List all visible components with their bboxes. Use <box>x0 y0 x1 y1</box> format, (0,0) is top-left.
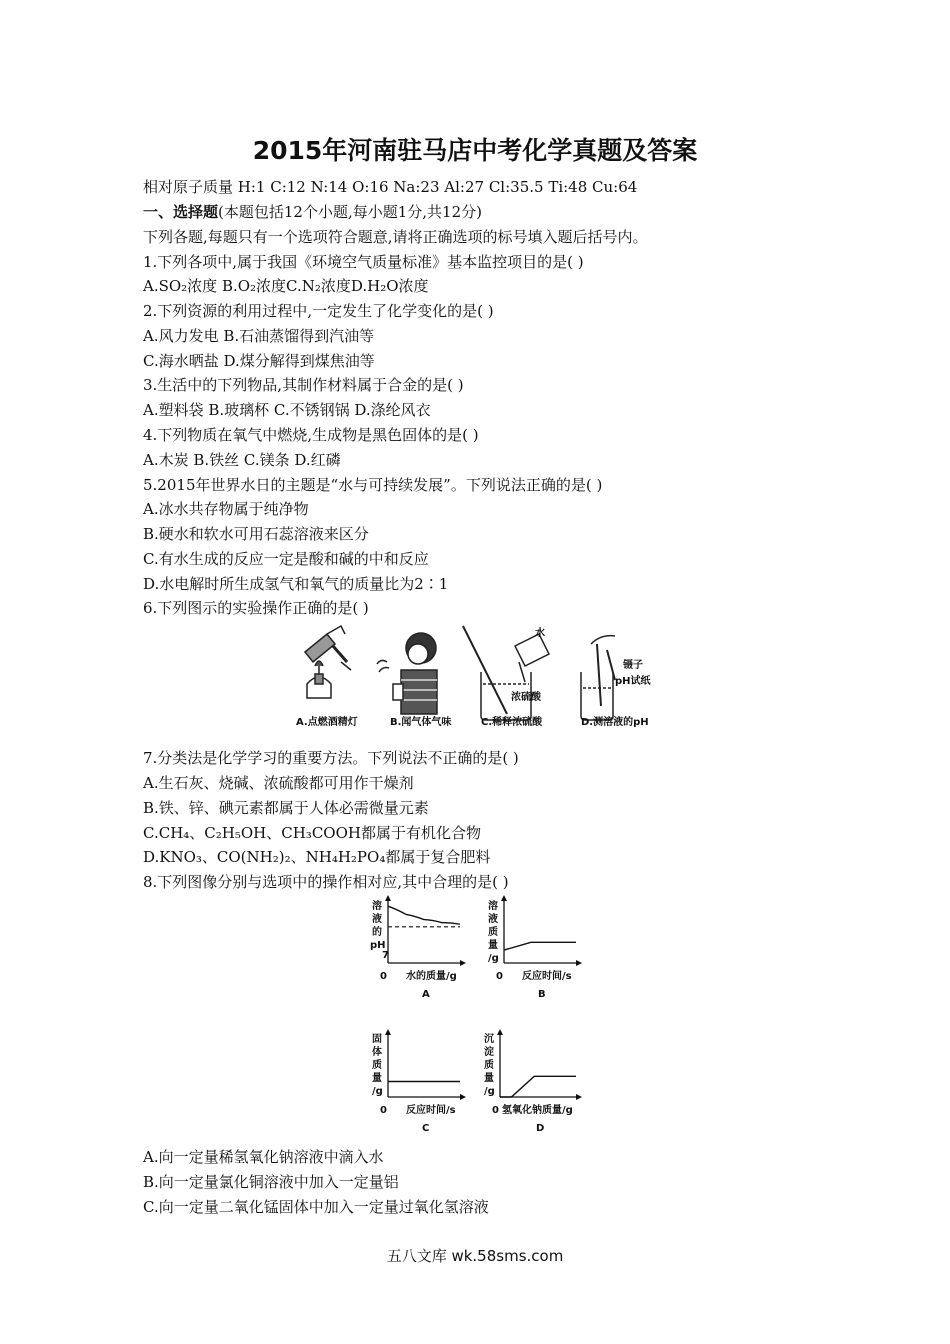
graph-c-xlabel: 反应时间/s <box>406 1105 456 1116</box>
graph-c-x-arrow <box>460 1094 466 1100</box>
q6-caption-a: A.点燃酒精灯 <box>296 717 358 728</box>
graph-b-ylabel-3: 质 <box>488 927 498 938</box>
graph-a-ylabel-2: 液 <box>372 914 382 925</box>
q6-caption-c: C.稀释浓硫酸 <box>481 717 543 728</box>
q7-option-b: B.铁、锌、碘元素都属于人体必需微量元素 <box>143 799 429 817</box>
q2-options-2: C.海水晒盐 D.煤分解得到煤焦油等 <box>143 352 375 370</box>
q5-option-c: C.有水生成的反应一定是酸和碱的中和反应 <box>143 550 429 568</box>
graph-a-y-arrow <box>385 895 391 901</box>
q3-stem: 3.生活中的下列物品,其制作材料属于合金的是( ) <box>143 376 464 394</box>
label-tweezers: 镊子 <box>623 660 643 671</box>
graph-c-ylabel-1: 固 <box>372 1034 382 1045</box>
q8-graphs <box>360 895 600 1135</box>
graph-b-xlabel: 反应时间/s <box>522 971 572 982</box>
q5-stem: 5.2015年世界水日的主题是“水与可持续发展”。下列说法正确的是( ) <box>143 476 603 494</box>
graph-b-series-line <box>504 942 576 950</box>
graph-c-ylabel-2: 体 <box>372 1047 382 1058</box>
graph-b-origin: 0 <box>496 971 503 982</box>
graph-b-y-arrow <box>501 895 507 901</box>
q2-options-1: A.风力发电 B.石油蒸馏得到汽油等 <box>143 327 375 345</box>
graph-d-ylabel-1: 沉 <box>484 1034 494 1045</box>
graph-a-ref-label: 7 <box>382 950 389 961</box>
q6-caption-b: B.闻气体气味 <box>390 717 452 728</box>
section-note: (本题包括12个小题,每小题1分,共12分) <box>218 203 482 221</box>
graph-c-ylabel-4: 量 <box>372 1073 382 1084</box>
q5-option-a: A.冰水共存物属于纯净物 <box>143 500 309 518</box>
q5-option-b: B.硬水和软水可用石蕊溶液来区分 <box>143 525 369 543</box>
graph-d-series-line <box>500 1076 576 1097</box>
q8-option-a: A.向一定量稀氢氧化钠溶液中滴入水 <box>143 1148 384 1166</box>
graph-d-title: D <box>536 1123 545 1134</box>
q6-caption-d: D.测溶液的pH <box>581 717 649 728</box>
q6-stem: 6.下列图示的实验操作正确的是( ) <box>143 599 369 617</box>
q8-option-b: B.向一定量氯化铜溶液中加入一定量铝 <box>143 1173 399 1191</box>
q3-options: A.塑料袋 B.玻璃杯 C.不锈钢锅 D.涤纶风衣 <box>143 401 431 419</box>
graph-c-ylabel-3: 质 <box>372 1060 382 1071</box>
graph-b-ylabel-4: 量 <box>488 940 498 951</box>
page-title: 2015年河南驻马店中考化学真题及答案 <box>252 136 698 165</box>
label-water: 水 <box>535 628 545 639</box>
graph-b <box>488 895 582 1000</box>
q2-stem: 2.下列资源的利用过程中,一定发生了化学变化的是( ) <box>143 302 494 320</box>
q1-options: A.SO₂浓度 B.O₂浓度C.N₂浓度D.H₂O浓度 <box>143 277 429 295</box>
graph-a-origin: 0 <box>380 971 387 982</box>
alcohol-lamp-illustration <box>305 626 351 698</box>
q7-option-a: A.生石灰、烧碱、浓硫酸都可用作干燥剂 <box>143 774 414 792</box>
graph-b-ylabel-5: /g <box>488 953 499 964</box>
graph-c-title: C <box>422 1123 430 1134</box>
atomic-masses: 相对原子质量 H:1 C:12 N:14 O:16 Na:23 Al:27 Cl:35.5 Ti:48 Cu:64 <box>143 178 638 196</box>
graph-d-ylabel-5: /g <box>484 1086 495 1097</box>
graph-d-ylabel-2: 淀 <box>484 1047 494 1058</box>
graph-d-origin: 0 <box>492 1105 499 1116</box>
graph-d-xlabel: 氢氧化钠质量/g <box>502 1105 573 1116</box>
graph-d <box>483 1029 582 1134</box>
graph-a-ylabel-3: 的 <box>372 927 382 938</box>
q5-option-d: D.水电解时所生成氢气和氧气的质量比为2∶1 <box>143 575 449 593</box>
section-heading: 一、选择题 <box>143 203 219 221</box>
graph-b-title: B <box>538 989 546 1000</box>
graph-c-origin: 0 <box>380 1105 387 1116</box>
smell-gas-illustration <box>377 633 437 714</box>
q4-stem: 4.下列物质在氧气中燃烧,生成物是黑色固体的是( ) <box>143 426 479 444</box>
section-instruction: 下列各题,每题只有一个选项符合题意,请将正确选项的标号填入题后括号内。 <box>143 228 648 246</box>
q7-stem: 7.分类法是化学学习的重要方法。下列说法不正确的是( ) <box>143 749 519 767</box>
graph-a-title: A <box>422 989 430 1000</box>
label-conc-acid: 浓硫酸 <box>511 692 541 703</box>
graph-d-x-arrow <box>576 1094 582 1100</box>
q7-option-d: D.KNO₃、CO(NH₂)₂、NH₄H₂PO₄都属于复合肥料 <box>143 848 491 866</box>
graph-a-series-line <box>388 906 460 924</box>
q4-options: A.木炭 B.铁丝 C.镁条 D.红磷 <box>143 451 341 469</box>
footer-watermark: 五八文库 wk.58sms.com <box>386 1247 564 1265</box>
graph-c-y-arrow <box>385 1029 391 1035</box>
graph-c <box>372 1029 466 1134</box>
graph-c-ylabel-5: /g <box>372 1086 383 1097</box>
graph-a-ylabel-1: 溶 <box>372 901 382 912</box>
section-heading-line <box>143 202 482 222</box>
q1-stem: 1.下列各项中,属于我国《环境空气质量标准》基本监控项目的是( ) <box>143 253 584 271</box>
q8-option-c: C.向一定量二氧化锰固体中加入一定量过氧化氢溶液 <box>143 1198 489 1216</box>
graph-b-ylabel-2: 液 <box>488 914 498 925</box>
q8-stem: 8.下列图像分别与选项中的操作相对应,其中合理的是( ) <box>143 873 509 891</box>
label-ph-paper: pH试纸 <box>615 676 651 687</box>
measure-ph-illustration <box>581 636 652 720</box>
graph-a-xlabel: 水的质量/g <box>406 971 457 982</box>
graph-a-x-arrow <box>460 960 466 966</box>
graph-a-ylabel-4: pH <box>370 940 386 951</box>
graph-b-x-arrow <box>576 960 582 966</box>
q7-option-c: C.CH₄、C₂H₅OH、CH₃COOH都属于有机化合物 <box>143 824 481 842</box>
graph-d-ylabel-4: 量 <box>484 1073 494 1084</box>
graph-d-y-arrow <box>497 1029 503 1035</box>
graph-a <box>370 895 466 1000</box>
graph-b-ylabel-1: 溶 <box>488 901 498 912</box>
dilute-acid-illustration <box>463 626 549 720</box>
graph-d-ylabel-3: 质 <box>484 1060 494 1071</box>
